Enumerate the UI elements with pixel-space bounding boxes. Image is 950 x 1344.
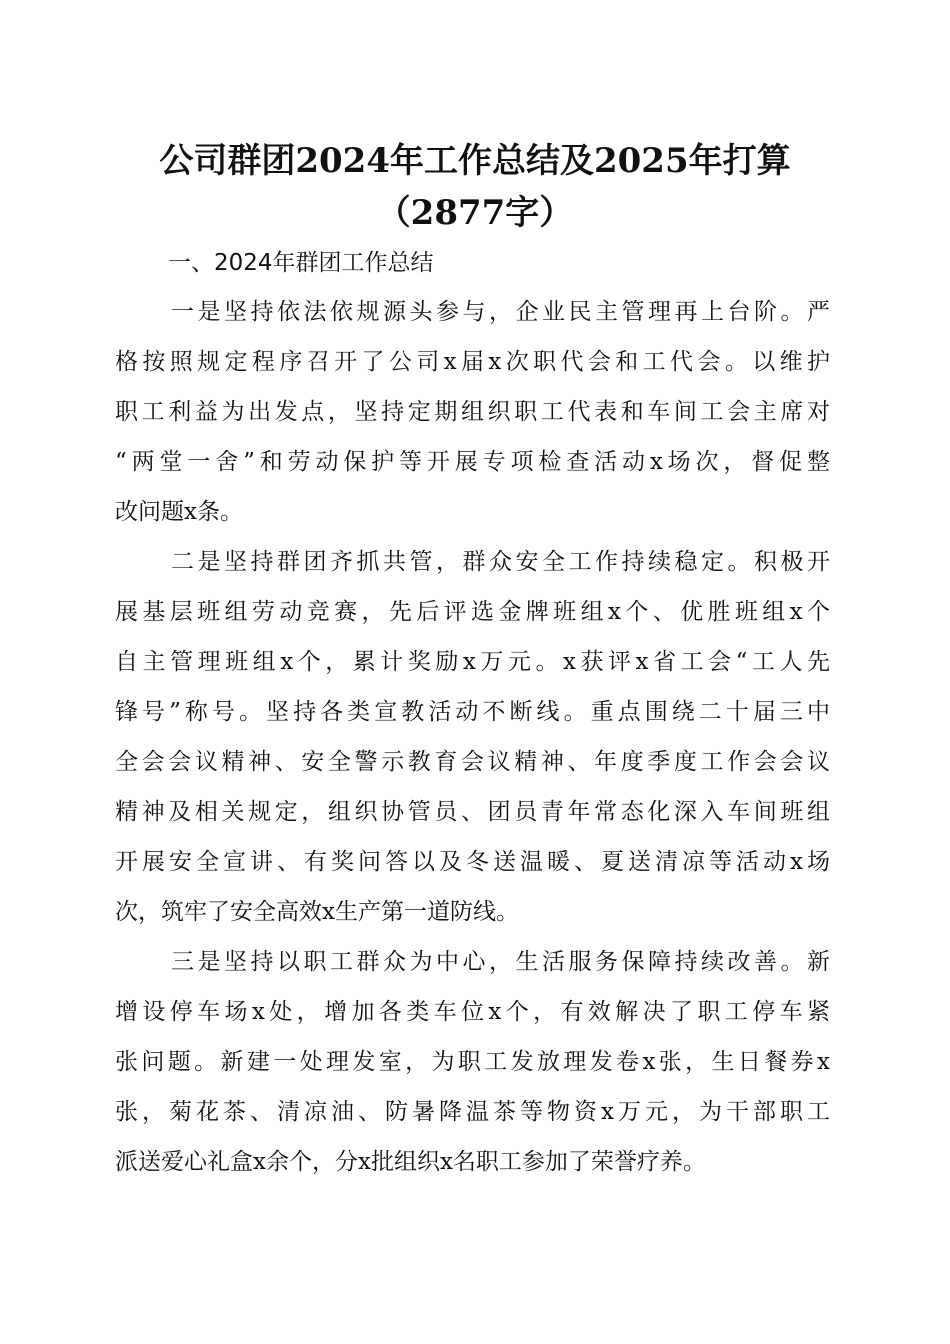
section-heading: 一、2024年群团工作总结 bbox=[168, 250, 434, 276]
paragraph-2 bbox=[115, 537, 830, 937]
paragraph-line: 改问题x条。 bbox=[115, 499, 243, 525]
paragraph-1 bbox=[115, 287, 830, 537]
document-title: 公司群团2024年工作总结及2025年打算 bbox=[159, 141, 791, 181]
paragraph-line: 三是坚持以职工群众为中心，生活服务保障持续改善。新 bbox=[171, 949, 830, 975]
paragraph-line: 开展安全宣讲、有奖问答以及冬送温暖、夏送清凉等活动x场 bbox=[115, 849, 830, 875]
paragraph-line: 精神及相关规定，组织协管员、团员青年常态化深入车间班组 bbox=[115, 799, 830, 825]
document-subtitle: （2877字） bbox=[376, 193, 574, 233]
paragraph-line: 锋号”称号。坚持各类宣教活动不断线。重点围绕二十届三中 bbox=[115, 699, 830, 725]
paragraph-line: 展基层班组劳动竞赛，先后评选金牌班组x个、优胜班组x个 bbox=[115, 599, 830, 625]
paragraph-line: 二是坚持群团齐抓共管，群众安全工作持续稳定。积极开 bbox=[171, 549, 830, 575]
paragraph-line: 张，菊花茶、清凉油、防暑降温茶等物资x万元，为干部职工 bbox=[115, 1099, 830, 1125]
paragraph-3 bbox=[115, 937, 830, 1187]
paragraph-line: 增设停车场x处，增加各类车位x个，有效解决了职工停车紧 bbox=[115, 999, 830, 1025]
paragraph-line: 派送爱心礼盒x余个，分x批组织x名职工参加了荣誉疗养。 bbox=[115, 1149, 706, 1175]
paragraph-line: 全会会议精神、安全警示教育会议精神、年度季度工作会会议 bbox=[115, 749, 830, 775]
paragraph-line: 职工利益为出发点，坚持定期组织职工代表和车间工会主席对 bbox=[115, 399, 830, 425]
paragraph-line: “两堂一舍”和劳动保护等开展专项检查活动x场次，督促整 bbox=[115, 449, 830, 475]
paragraph-line: 格按照规定程序召开了公司x届x次职代会和工代会。以维护 bbox=[115, 349, 830, 375]
paragraph-line: 一是坚持依法依规源头参与，企业民主管理再上台阶。严 bbox=[171, 299, 830, 325]
paragraph-line: 自主管理班组x个，累计奖励x万元。x获评x省工会“工人先 bbox=[115, 649, 830, 675]
paragraph-line: 次，筑牢了安全高效x生产第一道防线。 bbox=[115, 899, 519, 925]
paragraph-line: 张问题。新建一处理发室，为职工发放理发卷x张，生日餐券x bbox=[115, 1049, 830, 1075]
